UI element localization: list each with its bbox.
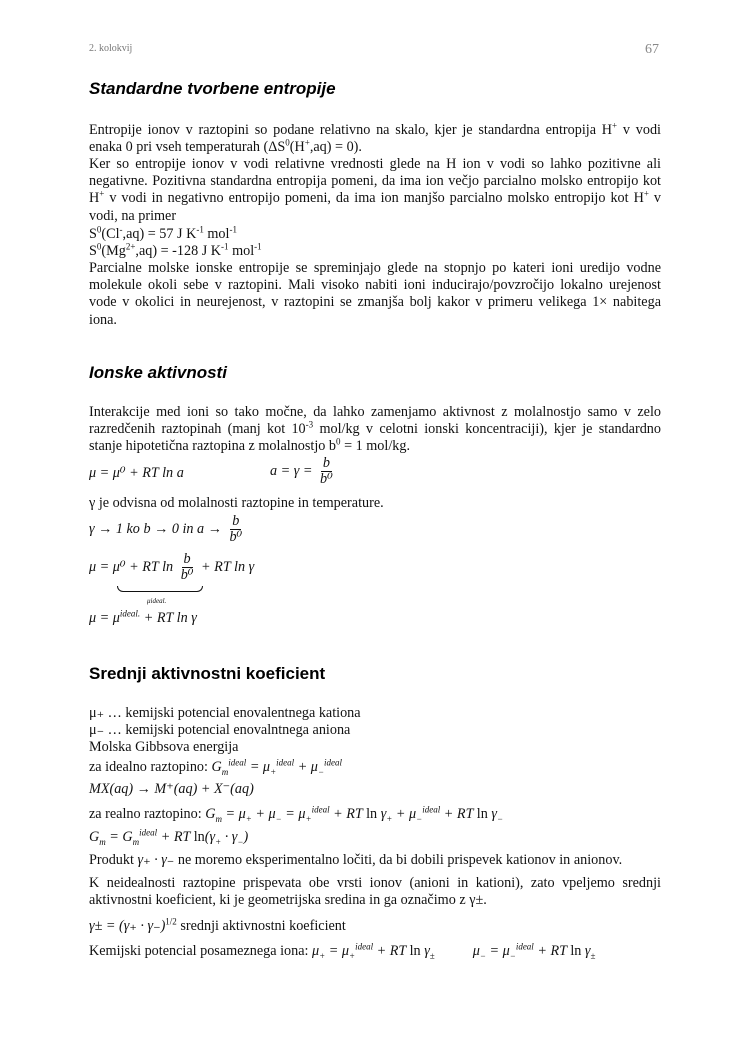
equation-activity-gamma: a = γ = $\frac{b}{\text{b⁰}}$ bbox=[270, 455, 333, 487]
equation-gibbs-real: $G_m = G_m^{ideal}$ + RT $\ln(\gamma_+ \cdot \gamma_-)$ bbox=[89, 827, 249, 847]
equation-mean-gamma: $\gamma\pm = (\gamma_+ \cdot \gamma_-)^{1/2}$ srednji aktivnostni koeficient bbox=[89, 916, 346, 934]
definition-mu-minus: μ₋ … kemijski potencial enovalntnega aniona bbox=[89, 722, 351, 738]
paragraph-interactions: Interakcije med ioni so tako močne, da lahko zamenjamo aktivnost z molalnostjo samo v zelo razredčenih raztopinah (manj kot $10^{-3}$ mol/kg v celotni ionski koncentraciji), kjer je standardno stanje hipotetična raztopina z molalnostjo $b^0 = 1$ mol/kg. bbox=[89, 404, 661, 455]
label-molar-gibbs: Molska Gibbsova energija bbox=[89, 739, 239, 755]
definition-mu-plus: μ₊ … kemijski potencial enovalentnega kationa bbox=[89, 705, 361, 721]
example-cl-entropy: $S^0(Cl^-,aq) = 57$ J $K^{-1}$ mol$^{-1}$ bbox=[89, 224, 237, 242]
section-title-ionic-activity: Ionske aktivnosti bbox=[89, 363, 227, 382]
paragraph-mean-coefficient: K neidealnosti raztopine prispevata obe vrsti ionov (anioni in kationi), zato vpeljemo srednji aktivnostni koeficient, ki je geometrijska sredina in ga označimo z γ±. bbox=[89, 875, 661, 909]
equation-mu-expanded: μ = μ⁰ + RT ln $\frac{b}{\text{b⁰}}$ + RT ln γ bbox=[89, 551, 255, 583]
example-mg-entropy: $S^0(Mg^{2+},aq) = -128$ J $K^{-1}$ mol$^{-1}$ bbox=[89, 241, 262, 259]
equation-mu-activity: μ = μ⁰ + RT ln a bbox=[89, 465, 184, 481]
paragraph-gamma-dependence: γ je odvisna od molalnosti raztopine in temperature. bbox=[89, 495, 384, 511]
equation-dissociation: MX(aq) → M⁺(aq) + X⁻(aq) bbox=[89, 781, 254, 797]
equation-gamma-limit: γ → 1 ko b → 0 in a → $\frac{b}{\text{b⁰}}$ bbox=[89, 513, 243, 545]
underbrace-label: μideal. bbox=[147, 597, 167, 605]
paragraph-entropy-relative: Ker so entropije ionov v vodi relativne vrednosti glede na H ion v vodi so lahko pozitivne ali negativne. Pozitivna standardna entropija pomeni, da ima ion večjo parcialno molsko entropijo kot H+ v vodi in negativno entropijo pomeni, da ima ion manjšo parcialno molsko entropijo kot H+ v vodi, na primer bbox=[89, 156, 661, 224]
page-number: 67 bbox=[645, 42, 659, 57]
running-head: 2. kolokvij bbox=[89, 43, 133, 54]
paragraph-partial-molar: Parcialne molske ionske entropije se spreminjajo glede na stopnjo po kateri ioni uredijo vodne molekule okoli sebe v raztopini. Mali visoko nabiti ioni inducirajo/povzročijo lokalno urejenost vode v okolici in neurejenost, v raztopini se zmanjša bolj kakor v primeru velikega 1× nabitega iona. bbox=[89, 260, 661, 328]
paragraph-product: Produkt γ₊ · γ₋ ne moremo eksperimentalno ločiti, da bi dobili prispevek kationov in anionov. bbox=[89, 852, 623, 868]
equation-ideal-solution: za idealno raztopino: $G_m^{ideal} = \mu_+^{ideal} + \mu_-^{ideal}$ bbox=[89, 757, 343, 777]
section-title-mean-activity: Srednji aktivnostni koeficient bbox=[89, 664, 326, 683]
equation-real-solution: za realno raztopino: $G_m = \mu_+ + \mu_- = \mu_+^{ideal}$ + RT $\ln \gamma_+ + \mu_-^{ideal}$ + RT $\ln \gamma_-$ bbox=[89, 804, 504, 824]
underbrace bbox=[117, 586, 203, 592]
equation-ion-potential: Kemijski potencial posameznega iona: $\mu_+ = \mu_+^{ideal}$ + RT $\ln \gamma_\pm$ $\mu_- = \mu_-^{ideal}$ + RT $\ln \gamma_\pm$ bbox=[89, 941, 596, 961]
paragraph-entropy-intro: Entropije ionov v raztopini so podane relativno na skalo, kjer je standardna entropija H+ v vodi enaka 0 pri vseh temperaturah $(\Delta S^0(H^+,aq) = 0)$. bbox=[89, 120, 661, 156]
section-title-entropy: Standardne tvorbene entropije bbox=[89, 79, 336, 98]
equation-mu-ideal: $\mu = \mu^{ideal.}$ + RT ln γ bbox=[89, 608, 197, 626]
